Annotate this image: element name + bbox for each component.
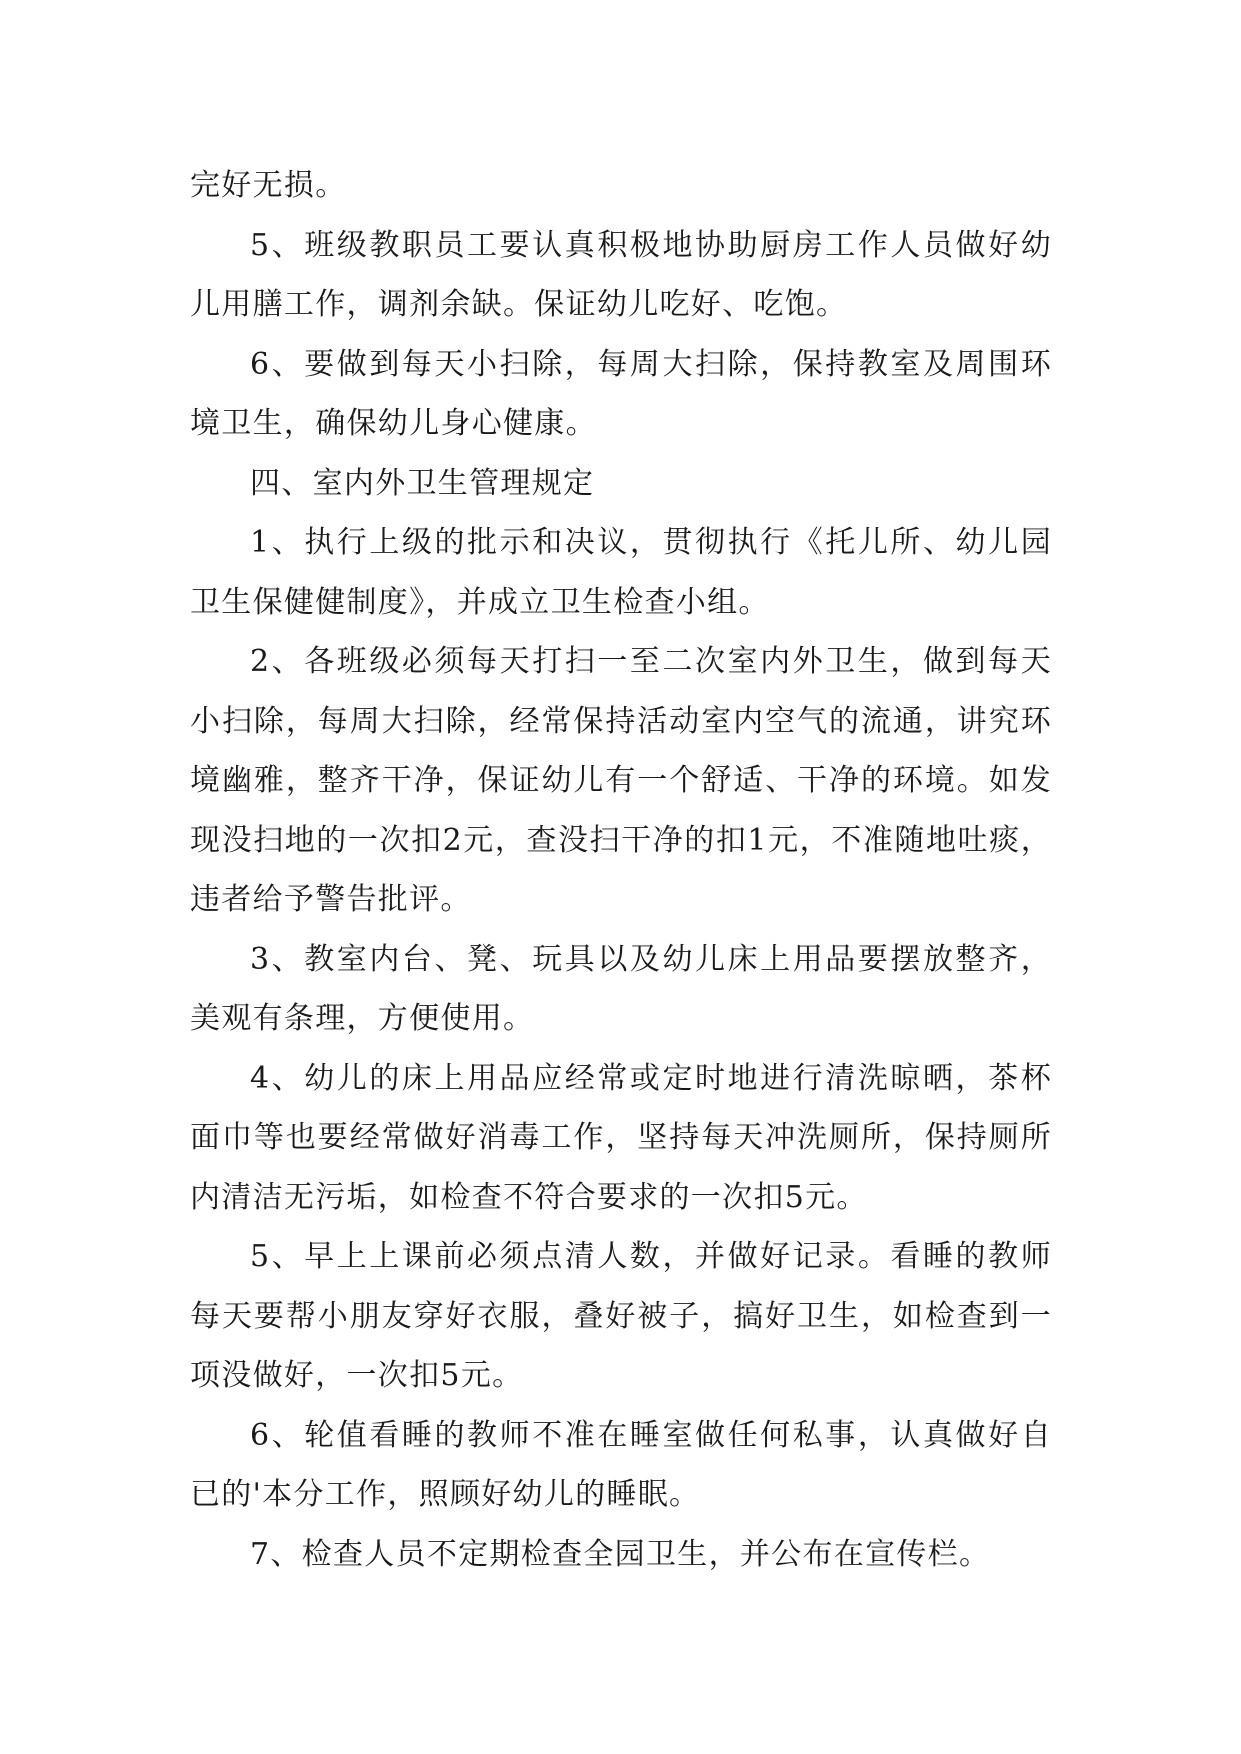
- paragraph-8: 5、早上上课前必须点清人数，并做好记录。看睡的教师每天要帮小朋友穿好衣服，叠好被子，搞好卫生，如检查到一项没做好，一次扣5元。: [190, 1239, 1052, 1393]
- paragraph-5: 2、各班级必须每天打扫一至二次室内外卫生，做到每天小扫除，每周大扫除，经常保持活动室内空气的流通，讲究环境幽雅，整齐干净，保证幼儿有一个舒适、干净的环境。如发现没扫地的一次扣2元，查没扫干净的扣1元，不准随地吐痰，违者给予警告批评。: [190, 644, 1052, 917]
- paragraph-2: 6、要做到每天小扫除，每周大扫除，保持教室及周围环境卫生，确保幼儿身心健康。: [190, 346, 1052, 441]
- paragraph-4: 1、执行上级的批示和决议，贯彻执行《托儿所、幼儿园卫生保健健制度》，并成立卫生检查小组。: [190, 525, 1052, 620]
- document-body: [190, 156, 1052, 1584]
- paragraph-10: 7、检查人员不定期检查全园卫生，并公布在宣传栏。: [250, 1536, 991, 1572]
- section-heading: 四、室内外卫生管理规定: [250, 465, 595, 501]
- paragraph-9: 6、轮值看睡的教师不准在睡室做任何私事，认真做好自已的'本分工作，照顾好幼儿的睡眠。: [190, 1417, 1052, 1512]
- paragraph-1: 5、班级教职员工要认真积极地协助厨房工作人员做好幼儿用膳工作，调剂余缺。保证幼儿吃好、吃饱。: [190, 227, 1052, 322]
- paragraph-6: 3、教室内台、凳、玩具以及幼儿床上用品要摆放整齐，美观有条理，方便使用。: [190, 941, 1052, 1036]
- paragraph-0: 完好无损。: [190, 168, 347, 203]
- paragraph-7: 4、幼儿的床上用品应经常或定时地进行清洗晾晒，茶杯面巾等也要经常做好消毒工作，坚持每天冲洗厕所，保持厕所内清洁无污垢，如检查不符合要求的一次扣5元。: [190, 1060, 1052, 1215]
